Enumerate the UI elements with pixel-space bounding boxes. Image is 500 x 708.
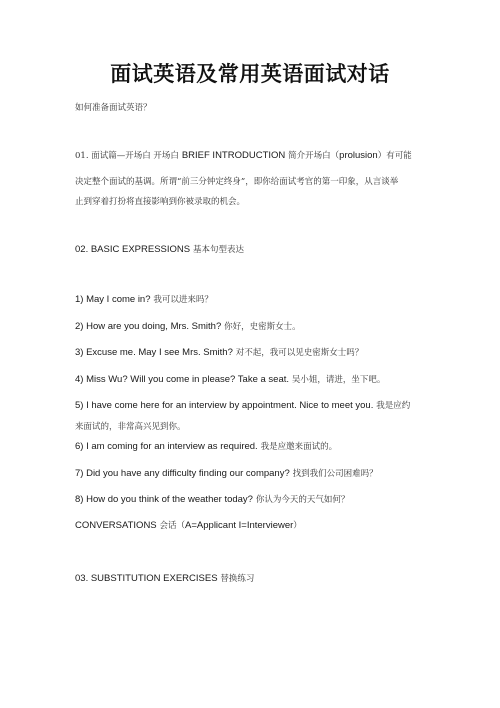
section3-heading [75, 573, 435, 585]
section1-line2-text: 决定整个面试的基调。所谓“前三分钟定终身”，即你给面试考官的第一印象，从言谈举 [75, 177, 399, 187]
expression-cn: 对不起，我可以见史密斯女士吗？ [235, 348, 364, 358]
expression-item [75, 294, 435, 306]
expression-en: 3) Excuse me. May I see Mrs. Smith? [75, 347, 233, 358]
intro-question [75, 102, 435, 114]
expression-cn: 找到我们公司困难吗？ [292, 469, 378, 479]
expression-item [75, 400, 435, 412]
expression-cn: 我可以进来吗？ [153, 295, 213, 305]
intro-question-text: 如何准备面试英语？ [75, 103, 152, 113]
section1-prefix: 01. 面试篇—开场白 开场白 [75, 151, 179, 161]
expression-en: 7) Did you have any difficulty finding our company? [75, 468, 290, 479]
expression-item [75, 347, 435, 359]
section1-cn-b: ）有可能 [377, 151, 412, 161]
section2-heading-en: 02. BASIC EXPRESSIONS [75, 244, 191, 255]
expression-en: 5) I have come here for an interview by appointment. Nice to meet you. [75, 400, 374, 411]
section1-brief-intro: BRIEF INTRODUCTION [181, 150, 286, 161]
section2-heading-cn: 基本句型表达 [192, 245, 244, 255]
section2-heading [75, 244, 435, 256]
conversations-roles: A=Applicant I=Interviewer [185, 520, 294, 531]
expression-item [75, 321, 435, 333]
expression-en: 6) I am coming for an interview as required. [75, 441, 258, 452]
expression-cn: 你好，史密斯女士。 [224, 322, 301, 332]
expression-cn: 我是应邀来面试的。 [260, 442, 338, 452]
expression-cn: 吴小姐，请进，坐下吧。 [291, 375, 386, 385]
document-title: 面试英语及常用英语面试对话 [110, 61, 390, 86]
section1-prolusion: prolusion [339, 150, 378, 161]
expression-en: 4) Miss Wu? Will you come in please? Take a seat. [75, 374, 290, 385]
expression-item [75, 374, 435, 386]
expression-item [75, 441, 435, 453]
expression-item-continuation [75, 421, 435, 433]
conversations-en: CONVERSATIONS [75, 520, 157, 531]
conversations-cn: 会话（ [159, 521, 186, 531]
section1-line2 [75, 176, 435, 188]
conversations-heading [75, 520, 435, 532]
expression-cn: 我是应约 [376, 401, 411, 411]
section3-heading-cn: 替换练习 [220, 574, 255, 584]
section1-line3 [75, 196, 435, 208]
expression-en: 2) How are you doing, Mrs. Smith? [75, 321, 222, 332]
conversations-cn-close: ） [293, 521, 302, 531]
expression-en: 1) May I come in? [75, 294, 151, 305]
expression-cn-cont: 来面试的，非常高兴见到你。 [75, 422, 186, 432]
section3-heading-en: 03. SUBSTITUTION EXERCISES [75, 573, 218, 584]
section1-line3-text: 止到穿着打扮将直接影响到你被录取的机会。 [75, 197, 246, 207]
section1-line1 [75, 150, 435, 162]
expression-item [75, 494, 435, 506]
expression-item [75, 468, 435, 480]
expression-cn: 你认为今天的天气如何？ [255, 495, 350, 505]
expression-en: 8) How do you think of the weather today? [75, 494, 253, 505]
section1-cn-a: 简介开场白（ [288, 151, 340, 161]
